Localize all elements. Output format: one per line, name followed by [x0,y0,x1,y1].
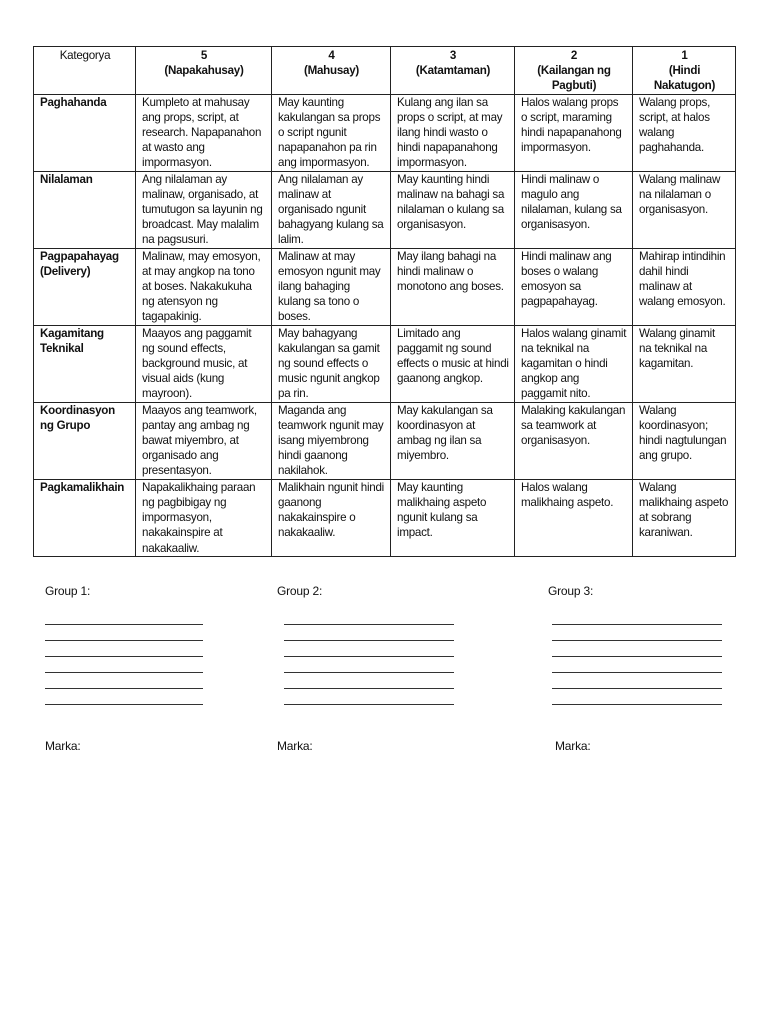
criteria-cell: Walang malinaw na nilalaman o organisasyon. [633,171,736,248]
category-cell: Kagamitang Teknikal [34,325,136,402]
criteria-cell: Maayos ang teamwork, pantay ang ambag ng bawat miyembro, at organisado ang presentasyon. [136,402,272,479]
member-line[interactable] [284,624,454,625]
criteria-cell: Malinaw, may emosyon, at may angkop na tono at boses. Nakakukuha ng atensyon ng tagapakinig. [136,248,272,325]
criteria-cell: Maayos ang paggamit ng sound effects, background music, at visual aids (kung mayroon). [136,325,272,402]
group-3-marka-label: Marka: [555,739,591,753]
criteria-cell: Walang koordinasyon; hindi nagtulungan ang grupo. [633,402,736,479]
member-line[interactable] [45,704,203,705]
header-score-1 [633,47,736,95]
rubric-row-pagkamalikhain [34,479,736,556]
criteria-cell: Walang malikhaing aspeto at sobrang karaniwan. [633,479,736,556]
criteria-cell: Hindi malinaw o magulo ang nilalaman, kulang sa organisasyon. [515,171,633,248]
header-label: (Katamtaman) [415,64,491,78]
criteria-cell: May kaunting malikhaing aspeto ngunit kulang sa impact. [391,479,515,556]
member-line[interactable] [45,688,203,689]
header-label: (Mahusay) [303,64,360,78]
criteria-cell: Walang props, script, at halos walang paghahanda. [633,94,736,171]
header-score-5 [136,47,272,95]
member-line[interactable] [45,656,203,657]
member-line[interactable] [552,688,722,689]
group-2-marka-label: Marka: [277,739,313,753]
criteria-cell: Halos walang props o script, maraming hindi napapanahong impormasyon. [515,94,633,171]
group-1-marka-label: Marka: [45,739,81,753]
criteria-cell: Malikhain ngunit hindi gaanong nakakainspire o nakakaaliw. [272,479,391,556]
header-kategorya [34,47,136,95]
criteria-cell: Maganda ang teamwork ngunit may isang miyembrong hindi gaanong nakilahok. [272,402,391,479]
criteria-cell: Mahirap intindihin dahil hindi malinaw at walang emosyon. [633,248,736,325]
member-line[interactable] [284,688,454,689]
criteria-cell: Hindi malinaw ang boses o walang emosyon sa pagpapahayag. [515,248,633,325]
group-2-label: Group 2: [277,584,323,598]
criteria-cell: Kulang ang ilan sa props o script, at may ilang hindi wasto o hindi napapanahong impormasyon. [391,94,515,171]
header-score-3 [391,47,515,95]
criteria-cell: Napakalikhaing paraan ng pagbibigay ng impormasyon, nakakainspire at nakakaaliw. [136,479,272,556]
criteria-cell: Ang nilalaman ay malinaw, organisado, at tumutugon sa layunin ng broadcast. May malalim na pagsusuri. [136,171,272,248]
member-line[interactable] [552,640,722,641]
rubric-row-paghahanda [34,94,736,171]
rubric-row-pagpapahayag [34,248,736,325]
criteria-cell: Malaking kakulangan sa teamwork at organisasyon. [515,402,633,479]
member-line[interactable] [552,704,722,705]
category-cell: Paghahanda [34,94,136,171]
criteria-cell: Halos walang ginamit na teknikal na kagamitan o hindi angkop ang paggamit nito. [515,325,633,402]
header-score: 5 [200,49,208,62]
header-score: 1 [681,49,688,62]
member-line[interactable] [284,640,454,641]
criteria-cell: May kakulangan sa koordinasyon at ambag ng ilan sa miyembro. [391,402,515,479]
header-label: (Napakahusay) [164,64,244,78]
member-line[interactable] [552,656,722,657]
member-line[interactable] [284,656,454,657]
header-score: 2 [570,49,578,62]
header-label: Kategorya [59,49,111,62]
criteria-cell: May kaunting hindi malinaw na bahagi sa nilalaman o kulang sa organisasyon. [391,171,515,248]
criteria-cell: May ilang bahagi na hindi malinaw o monotono ang boses. [391,248,515,325]
criteria-cell: May kaunting kakulangan sa props o script ngunit napapanahon pa rin ang impormasyon. [272,94,391,171]
group-1-member-lines[interactable] [45,624,203,720]
member-line[interactable] [284,672,454,673]
category-cell: Nilalaman [34,171,136,248]
category-cell: Pagkamalikhain [34,479,136,556]
header-score: 4 [328,49,335,62]
group-3-member-lines[interactable] [552,624,722,720]
header-score-4 [272,47,391,95]
rubric-table [33,46,736,557]
criteria-cell: May bahagyang kakulangan sa gamit ng sound effects o music ngunit angkop pa rin. [272,325,391,402]
header-score: 3 [449,49,457,62]
member-line[interactable] [45,640,203,641]
header-row [34,47,736,95]
group-1-label: Group 1: [45,584,91,598]
member-line[interactable] [284,704,454,705]
criteria-cell: Limitado ang paggamit ng sound effects o music at hindi gaanong angkop. [391,325,515,402]
rubric-row-nilalaman [34,171,736,248]
header-score-2 [515,47,633,95]
rubric-row-koordinasyon [34,402,736,479]
group-3-label: Group 3: [548,584,594,598]
criteria-cell: Walang ginamit na teknikal na kagamitan. [633,325,736,402]
header-label: (Hindi Nakatugon) [653,64,716,93]
member-line[interactable] [45,672,203,673]
member-line[interactable] [552,672,722,673]
group-2-member-lines[interactable] [284,624,454,720]
criteria-cell: Malinaw at may emosyon ngunit may ilang bahaging kulang sa tono o boses. [272,248,391,325]
member-line[interactable] [45,624,203,625]
member-line[interactable] [552,624,722,625]
criteria-cell: Ang nilalaman ay malinaw at organisado ngunit bahagyang kulang sa lalim. [272,171,391,248]
criteria-cell: Halos walang malikhaing aspeto. [515,479,633,556]
criteria-cell: Kumpleto at mahusay ang props, script, at research. Napapanahon at wasto ang impormasyon. [136,94,272,171]
header-label: (Kailangan ng Pagbuti) [537,64,611,93]
rubric-row-kagamitang-teknikal [34,325,736,402]
category-cell: Koordinasyon ng Grupo [34,402,136,479]
category-cell: Pagpapahayag (Delivery) [34,248,136,325]
